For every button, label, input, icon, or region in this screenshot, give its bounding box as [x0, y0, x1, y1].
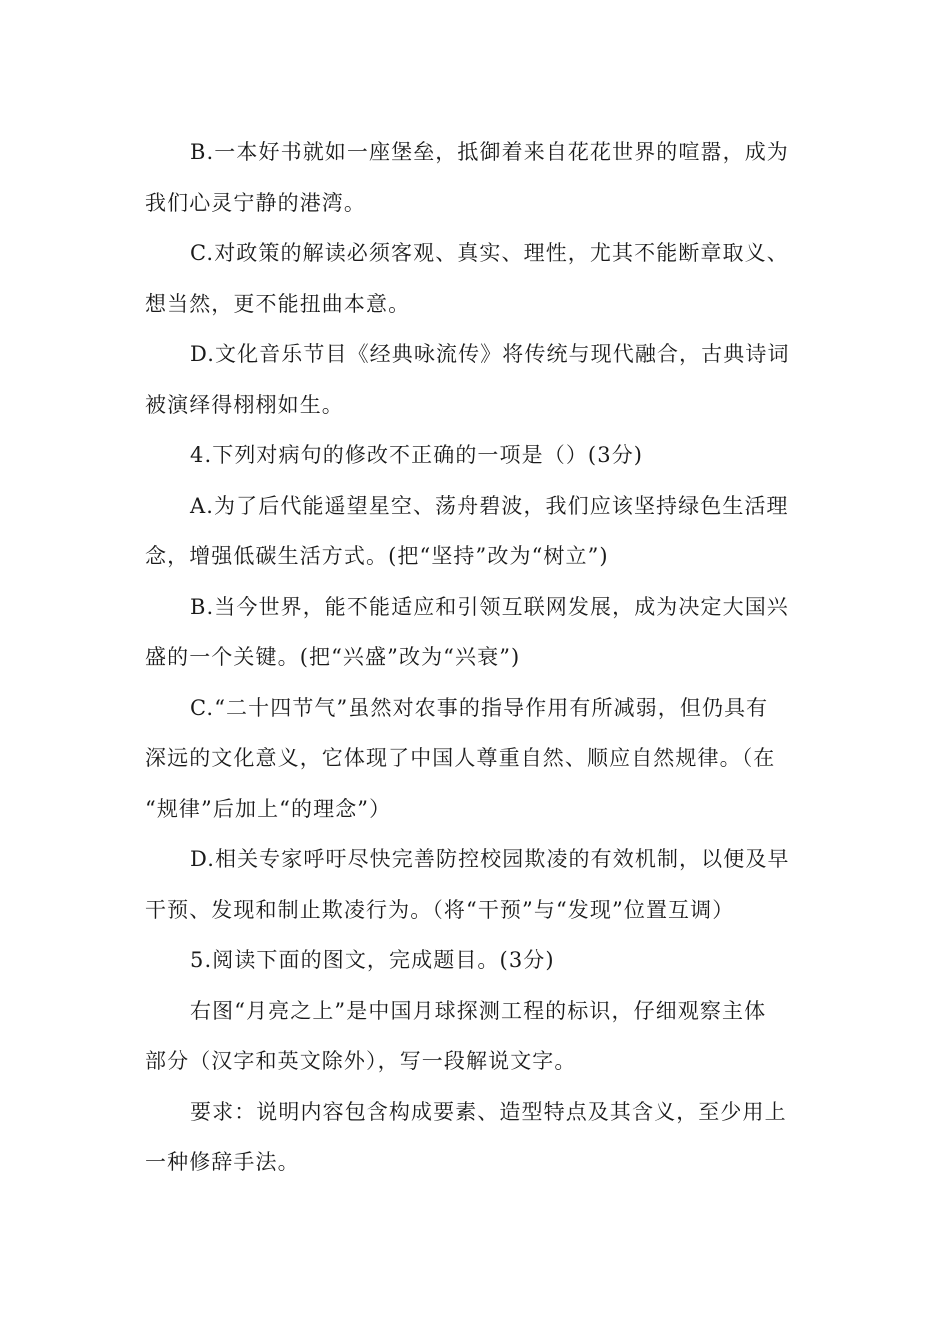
q5-prompt-line1: 右图“月亮之上”是中国月球探测工程的标识，仔细观察主体: [190, 998, 767, 1023]
option-b-text-line2: 我们心灵宁静的港湾。: [145, 190, 366, 215]
question-4-stem: 4.下列对病句的修改不正确的一项是（）(3分): [190, 443, 644, 467]
option-d-text-line1: D.文化音乐节目《经典咏流传》将传统与现代融合，古典诗词: [190, 342, 790, 366]
q4-option-c-line2: 深远的文化意义，它体现了中国人尊重自然、顺应自然规律。（在: [145, 746, 776, 770]
q4-option-d-line1: D.相关专家呼吁尽快完善防控校园欺凌的有效机制，以便及早: [190, 847, 790, 871]
q4-option-a-line1: A.为了后代能遥望星空、荡舟碧波，我们应该坚持绿色生活理: [190, 493, 789, 518]
q5-prompt-line2: 部分（汉字和英文除外），写一段解说文字。: [145, 1049, 577, 1073]
q4-option-d-line2: 干预、发现和制止欺凌行为。（将“干预”与“发现”位置互调）: [145, 897, 735, 922]
option-c-text-line2: 想当然，更不能扭曲本意。: [145, 291, 411, 316]
option-c-text-line1: C.对政策的解读必须客观、真实、理性，尤其不能断章取义、: [190, 241, 789, 265]
q5-requirement-line1: 要求：说明内容包含构成要素、造型特点及其含义，至少用上: [190, 1099, 787, 1124]
q4-option-a-line2: 念，增强低碳生活方式。(把“坚持”改为“树立”): [145, 544, 609, 568]
document-page: [145, 127, 809, 1188]
option-b-text-line1: B.一本好书就如一座堡垒，抵御着来自花花世界的喧嚣，成为: [190, 140, 789, 164]
q4-option-b-line2: 盛的一个关键。(把“兴盛”改为“兴衰”): [145, 645, 521, 669]
option-d-text-line2: 被演绎得栩栩如生。: [145, 392, 344, 417]
q5-requirement-line2: 一种修辞手法。: [145, 1150, 300, 1174]
question-5-stem: 5.阅读下面的图文，完成题目。(3分): [190, 948, 555, 972]
q4-option-c-line1: C.“二十四节气”虽然对农事的指导作用有所减弱，但仍具有: [190, 695, 769, 720]
q4-option-b-line1: B.当今世界，能不能适应和引领互联网发展，成为决定大国兴: [190, 594, 789, 619]
q4-option-c-line3: “规律”后加上“的理念”）: [145, 796, 392, 821]
